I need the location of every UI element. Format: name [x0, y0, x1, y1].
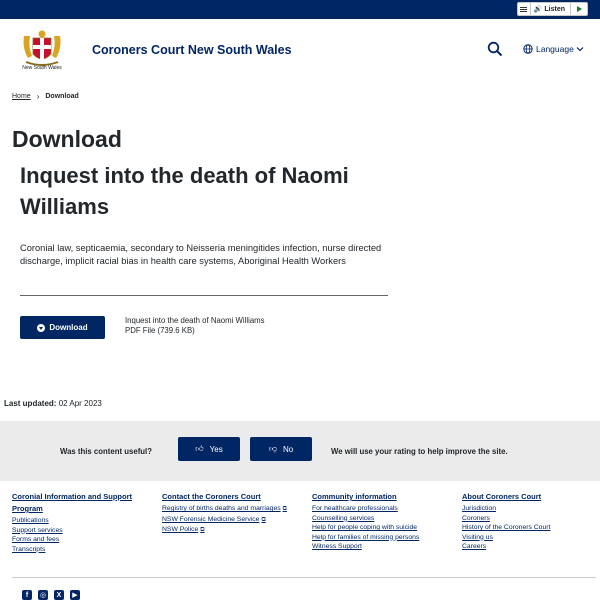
thumbs-up-icon: 👍︎	[195, 444, 204, 453]
footer-divider	[12, 577, 596, 578]
external-link-icon: ⧉	[282, 506, 287, 512]
crest-caption: New South Wales	[22, 65, 62, 71]
instagram-icon[interactable]: ◎	[39, 592, 47, 599]
page-title: Download	[12, 126, 122, 152]
footer-heading[interactable]: Contact the Coroners Court	[162, 492, 261, 501]
footer-link[interactable]: History of the Coroners Court	[462, 524, 551, 531]
file-name: Inquest into the death of Naomi Williams	[125, 316, 265, 325]
site-title[interactable]: Coroners Court New South Wales	[92, 43, 292, 57]
social-links	[22, 590, 86, 600]
footer-column	[312, 491, 452, 552]
footer-heading[interactable]: Coronial Information and Support Program	[12, 492, 132, 513]
footer-link[interactable]	[162, 504, 302, 515]
footer-column	[12, 491, 152, 554]
footer-link[interactable]	[162, 525, 302, 536]
feedback-no-label: No	[282, 444, 294, 454]
footer-link[interactable]: Witness Support	[312, 543, 362, 550]
footer-link[interactable]: Publications	[12, 517, 49, 524]
globe-icon	[523, 44, 533, 54]
x-icon[interactable]: X	[54, 590, 64, 600]
footer-heading[interactable]: Community information	[312, 492, 397, 501]
document-title: Inquest into the death of Naomi Williams	[20, 163, 349, 219]
youtube-icon[interactable]: ▶	[70, 590, 80, 600]
footer-column	[462, 491, 600, 552]
chevron-down-icon	[576, 46, 584, 52]
language-label: Language	[536, 44, 574, 54]
listen-button[interactable]: 🔊 Listen	[531, 3, 571, 15]
footer-link[interactable]: Coroners	[462, 514, 490, 522]
chevron-right-icon: ›	[36, 92, 40, 101]
feedback-panel	[0, 421, 600, 481]
speaker-icon: 🔊	[533, 6, 543, 13]
footer-link[interactable]: Help for families of missing persons	[312, 533, 420, 541]
breadcrumb-current: Download	[45, 93, 79, 100]
feedback-yes-label: Yes	[209, 444, 223, 454]
feedback-note: We will use your rating to help improve the site.	[331, 447, 508, 456]
footer-link[interactable]	[162, 515, 302, 526]
footer-link[interactable]: Support services	[12, 526, 63, 534]
feedback-yes-button[interactable]	[178, 437, 240, 461]
footer-link[interactable]: For healthcare professionals	[312, 505, 398, 512]
top-bar	[0, 0, 600, 19]
last-updated	[4, 399, 102, 408]
footer-link[interactable]: Careers	[462, 543, 487, 550]
file-meta: PDF File (739.6 KB)	[125, 326, 195, 335]
footer-link-label: Registry of births deaths and marriages	[162, 505, 281, 512]
menu-icon[interactable]	[518, 3, 531, 15]
footer-link-label: NSW Forensic Medicine Service	[162, 515, 260, 523]
divider	[20, 295, 388, 296]
download-icon	[37, 324, 45, 332]
footer-link[interactable]: Transcripts	[12, 545, 46, 553]
download-label: Download	[49, 323, 88, 332]
facebook-icon[interactable]: f	[22, 590, 32, 600]
download-button[interactable]	[20, 316, 105, 339]
language-selector[interactable]	[523, 44, 587, 54]
document-summary: Coronial law, septicaemia, secondary to Neisseria meningitides infection, nurse directed discharge, implicit racial bias in health care systems, Aboriginal Health Workers	[20, 243, 382, 266]
last-updated-value: 02 Apr 2023	[58, 399, 102, 408]
footer-link[interactable]: Visiting us	[462, 533, 493, 541]
footer-column	[162, 491, 302, 536]
breadcrumb-home-link[interactable]: Home	[12, 93, 31, 100]
feedback-no-button[interactable]	[250, 437, 312, 461]
site-header	[0, 19, 600, 81]
last-updated-label: Last updated:	[4, 399, 57, 408]
footer-link[interactable]: Counselling services	[312, 514, 375, 522]
footer-link[interactable]: Jurisdiction	[462, 505, 496, 512]
footer-link[interactable]: Help for people coping with suicide	[312, 524, 418, 531]
feedback-question: Was this content useful?	[60, 447, 152, 456]
footer-heading[interactable]: About Coroners Court	[462, 492, 542, 501]
footer-link-label: NSW Police	[162, 526, 199, 533]
external-link-icon: ⧉	[261, 516, 266, 523]
breadcrumb	[12, 92, 79, 101]
play-icon[interactable]	[571, 3, 587, 15]
footer-link[interactable]: Forms and fees	[12, 536, 60, 543]
listen-widget[interactable]	[517, 2, 588, 16]
external-link-icon: ⧉	[200, 527, 205, 533]
search-icon[interactable]	[487, 41, 503, 57]
thumbs-down-icon: 👎︎	[268, 444, 277, 453]
